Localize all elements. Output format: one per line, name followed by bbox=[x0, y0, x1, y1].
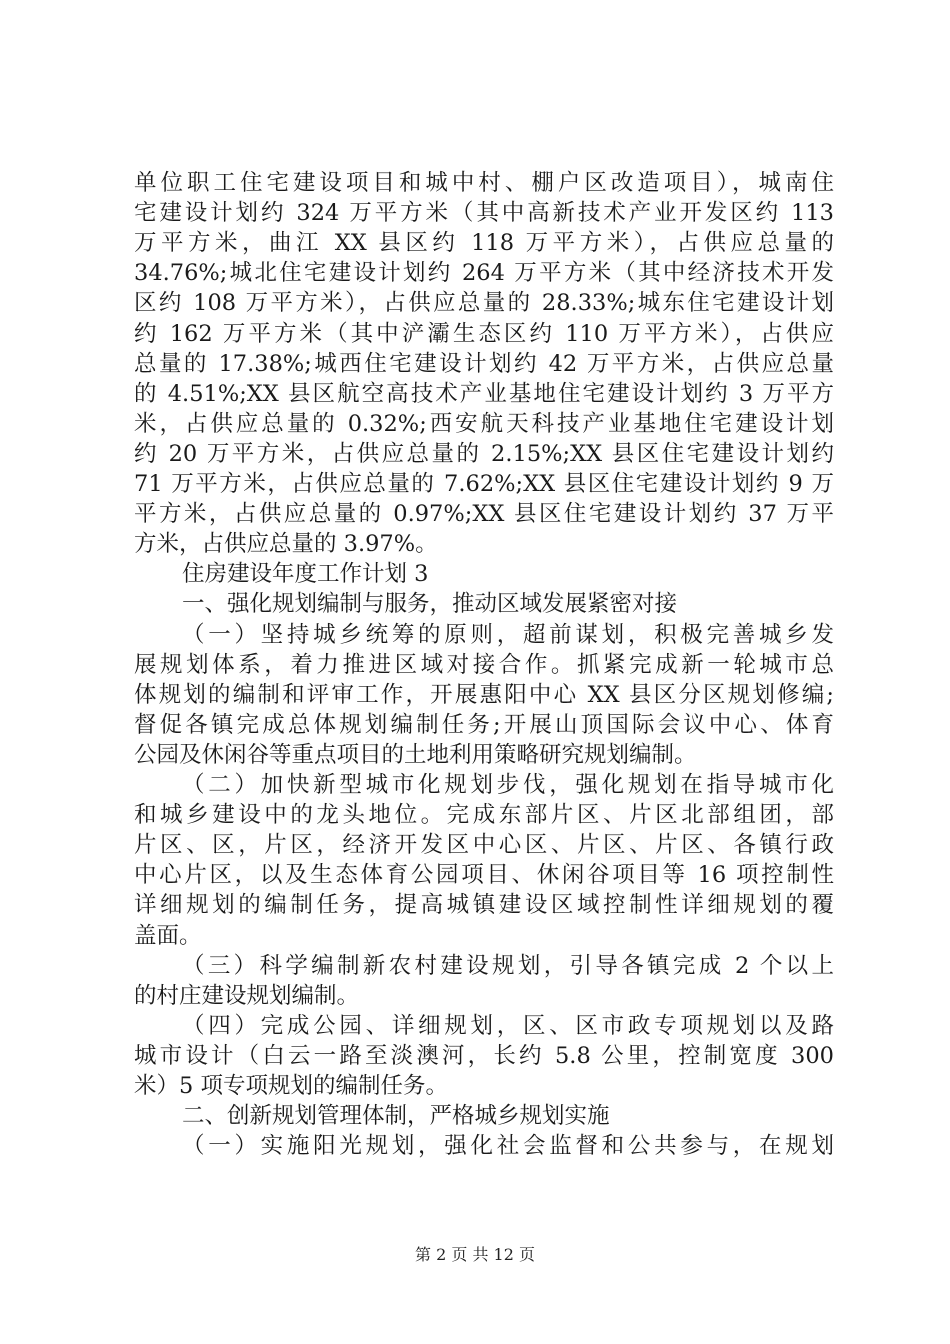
text-line: 片区、区，片区，经济开发区中心区、片区、片区、各镇行政 bbox=[134, 832, 834, 858]
text-line: （二）加快新型城市化规划步伐，强化规划在指导城市化 bbox=[182, 772, 834, 798]
text-line: 的 4.51%;XX 县区航空高技术产业基地住宅建设计划约 3 万平方 bbox=[134, 381, 834, 407]
text-line: 公园及休闲谷等重点项目的土地利用策略研究规划编制。 bbox=[134, 742, 697, 768]
text-line: 约 20 万平方米，占供应总量的 2.15%;XX 县区住宅建设计划约 bbox=[134, 441, 834, 467]
text-line: 方米，占供应总量的 3.97%。 bbox=[134, 531, 438, 557]
text-line: 34.76%;城北住宅建设计划约 264 万平方米（其中经济技术开发 bbox=[134, 260, 834, 286]
text-line: 宅建设计划约 324 万平方米（其中高新技术产业开发区约 113 bbox=[134, 200, 834, 226]
text-line: （四）完成公园、详细规划，区、区市政专项规划以及路 bbox=[182, 1013, 834, 1039]
text-line: 详细规划的编制任务，提高城镇建设区域控制性详细规划的覆 bbox=[134, 892, 834, 918]
text-line: 和城乡建设中的龙头地位。完成东部片区、片区北部组团，部 bbox=[134, 802, 834, 828]
text-line: 单位职工住宅建设项目和城中村、棚户区改造项目），城南住 bbox=[134, 170, 834, 196]
text-line: 万平方米，曲江 XX 县区约 118 万平方米），占供应总量的 bbox=[134, 230, 834, 256]
text-line: 的村庄建设规划编制。 bbox=[134, 983, 360, 1009]
section-heading: 住房建设年度工作计划 3 bbox=[182, 561, 429, 587]
text-line: （一）实施阳光规划，强化社会监督和公共参与，在规划 bbox=[182, 1133, 834, 1159]
text-line: 区约 108 万平方米），占供应总量的 28.33%;城东住宅建设计划 bbox=[134, 290, 834, 316]
page-footer: 第 2 页 共 12 页 bbox=[415, 1245, 535, 1264]
text-line: 米，占供应总量的 0.32%;西安航天科技产业基地住宅建设计划 bbox=[134, 411, 834, 437]
text-line: 城市设计（白云一路至淡澳河，长约 5.8 公里，控制宽度 300 bbox=[134, 1043, 834, 1069]
text-line: 盖面。 bbox=[134, 923, 202, 949]
text-line: 展规划体系，着力推进区域对接合作。抓紧完成新一轮城市总 bbox=[134, 652, 834, 678]
text-line: 中心片区，以及生态体育公园项目、休闲谷项目等 16 项控制性 bbox=[134, 862, 834, 888]
text-line: 体规划的编制和评审工作，开展惠阳中心 XX 县区分区规划修编; bbox=[134, 682, 834, 708]
text-line: （三）科学编制新农村建设规划，引导各镇完成 2 个以上 bbox=[182, 953, 834, 979]
section-heading: 二、创新规划管理体制，严格城乡规划实施 bbox=[182, 1103, 610, 1129]
section-heading: 一、强化规划编制与服务，推动区域发展紧密对接 bbox=[182, 591, 678, 617]
text-line: 督促各镇完成总体规划编制任务;开展山顶国际会议中心、体育 bbox=[134, 712, 834, 738]
text-line: 约 162 万平方米（其中浐灞生态区约 110 万平方米），占供应 bbox=[134, 321, 834, 347]
text-line: 米）5 项专项规划的编制任务。 bbox=[134, 1073, 448, 1099]
text-line: 71 万平方米，占供应总量的 7.62%;XX 县区住宅建设计划约 9 万 bbox=[134, 471, 834, 497]
text-line: 总量的 17.38%;城西住宅建设计划约 42 万平方米，占供应总量 bbox=[134, 351, 834, 377]
text-line: （一）坚持城乡统筹的原则，超前谋划，积极完善城乡发 bbox=[182, 622, 834, 648]
text-line: 平方米，占供应总量的 0.97%;XX 县区住宅建设计划约 37 万平 bbox=[134, 501, 834, 527]
